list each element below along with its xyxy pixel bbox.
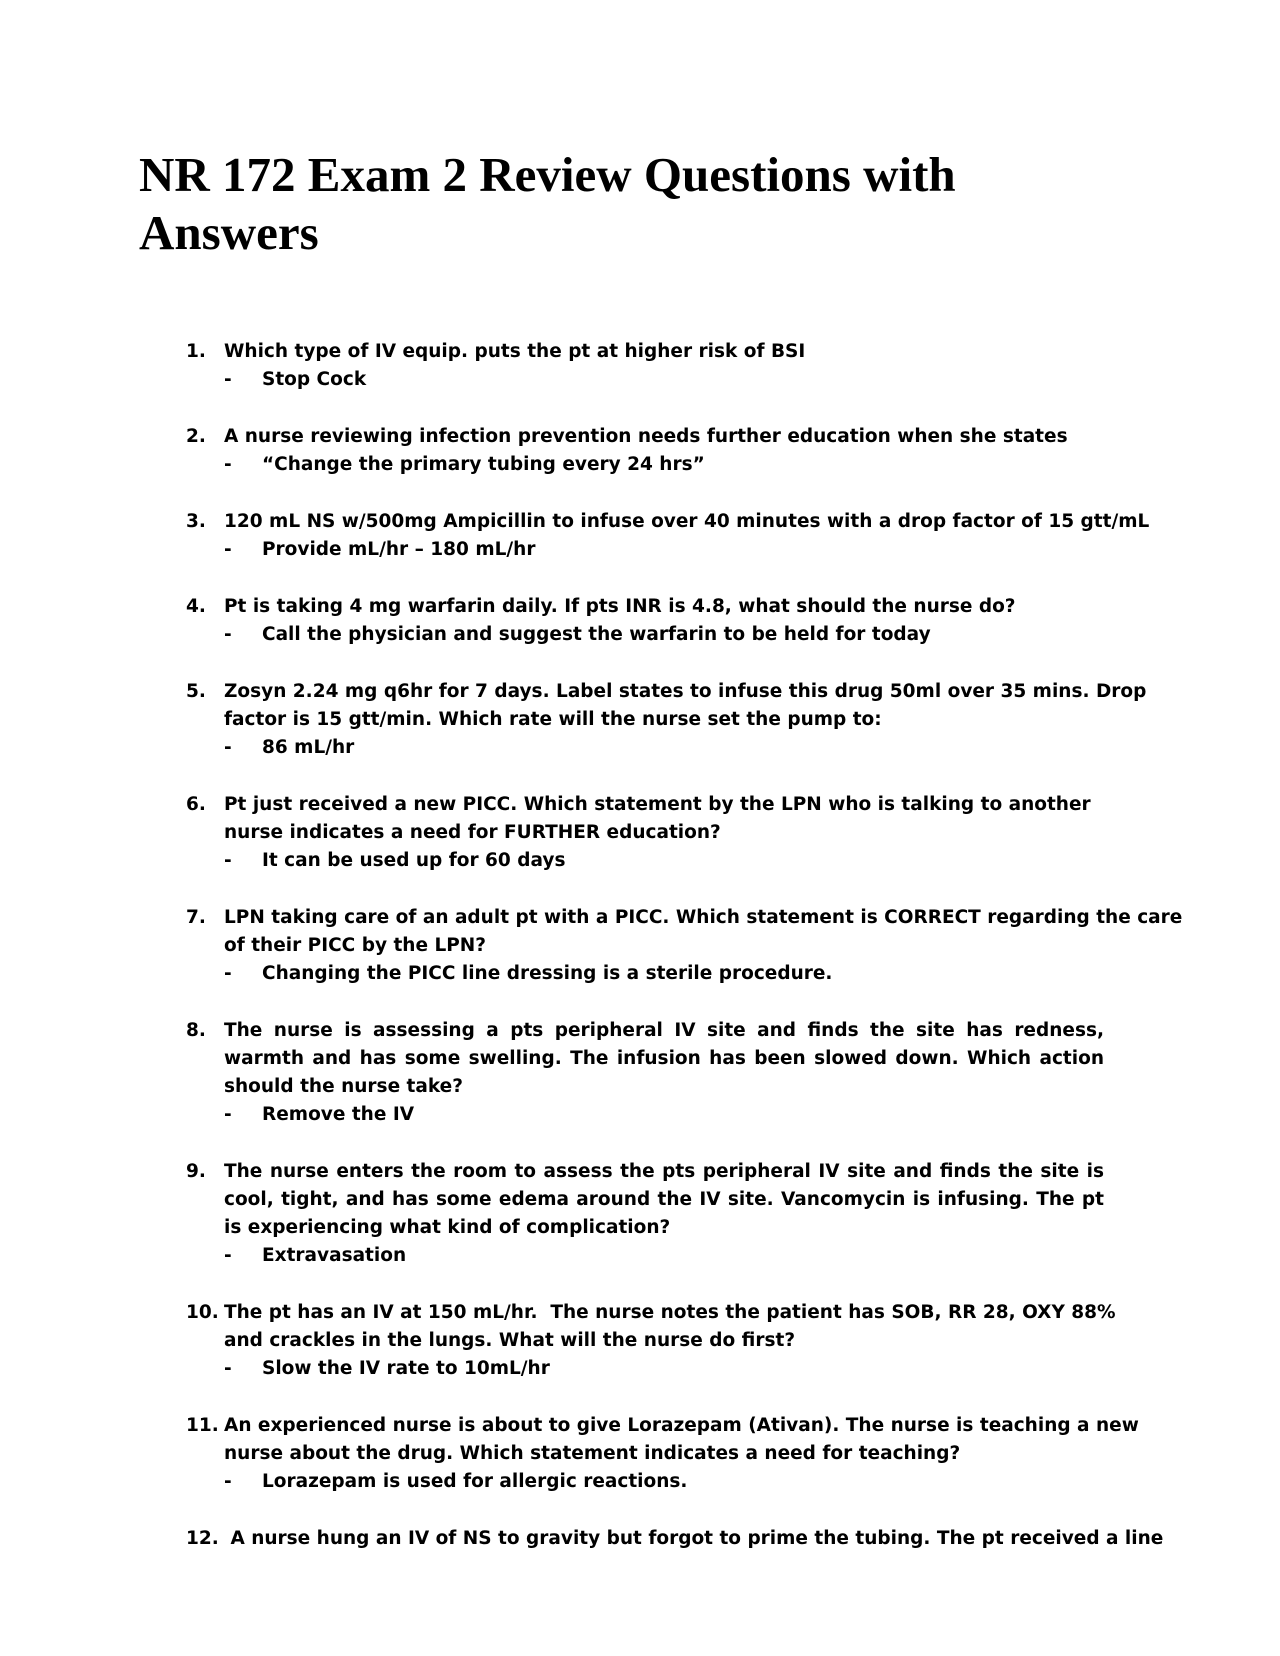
question-text: The nurse enters the room to assess the pts peripheral IV site and finds the site is cool, tight, and has some edema around the IV site. Vancomycin is infusing. The pt is experiencing what kind of complication? — [224, 1161, 1104, 1238]
answer-dash: - — [224, 1358, 232, 1379]
answer-dash: - — [224, 1245, 232, 1266]
answer-dash: - — [224, 1471, 232, 1492]
question-number: 9. — [186, 1161, 206, 1182]
answer-dash: - — [224, 1104, 232, 1125]
answer-text: Slow the IV rate to 10mL/hr — [262, 1358, 550, 1379]
question-number: 7. — [186, 907, 206, 928]
question-text: of their PICC by the LPN? — [224, 935, 487, 956]
answer-text: Provide mL/hr – 180 mL/hr — [262, 539, 536, 560]
answer-dash: - — [224, 963, 232, 984]
answer-text: “Change the primary tubing every 24 hrs” — [262, 454, 705, 475]
answer-text: Changing the PICC line dressing is a sterile procedure. — [262, 963, 833, 984]
question-text: and crackles in the lungs. What will the nurse do first? — [224, 1330, 796, 1351]
question-number: 3. — [186, 511, 206, 532]
question-text: nurse about the drug. Which statement indicates a need for teaching? — [224, 1443, 961, 1464]
answer-dash: - — [224, 737, 232, 758]
answer-text: Stop Cock — [262, 369, 367, 390]
answer-text: 86 mL/hr — [262, 737, 355, 758]
question-number: 4. — [186, 596, 206, 617]
question-text: Which type of IV equip. puts the pt at higher risk of BSI — [224, 341, 806, 362]
answer-dash: - — [224, 539, 232, 560]
question-number: 12. — [186, 1528, 219, 1549]
question-text: The pt has an IV at 150 mL/hr. The nurse notes the patient has SOB, RR 28, OXY 88% — [224, 1302, 1116, 1323]
question-text: Pt is taking 4 mg warfarin daily. If pts INR is 4.8, what should the nurse do? — [224, 596, 1016, 617]
answer-text: It can be used up for 60 days — [262, 850, 566, 871]
question-text: A nurse hung an IV of NS to gravity but forgot to prime the tubing. The pt received a line — [224, 1528, 1164, 1549]
question-number: 8. — [186, 1020, 206, 1041]
answer-dash: - — [224, 850, 232, 871]
question-text: Zosyn 2.24 mg q6hr for 7 days. Label states to infuse this drug 50ml over 35 mins. Drop — [224, 681, 1147, 702]
answer-text: Lorazepam is used for allergic reactions. — [262, 1471, 688, 1492]
question-number: 6. — [186, 794, 206, 815]
question-text: 120 mL NS w/500mg Ampicillin to infuse over 40 minutes with a drop factor of 15 gtt/mL — [224, 511, 1150, 532]
question-text: LPN taking care of an adult pt with a PICC. Which statement is CORRECT regarding the care — [224, 907, 1183, 928]
document-title: NR 172 Exam 2 Review Questions with Answers — [139, 147, 956, 260]
answer-dash: - — [224, 369, 232, 390]
question-number: 1. — [186, 341, 206, 362]
answer-text: Remove the IV — [262, 1104, 415, 1125]
question-number: 5. — [186, 681, 206, 702]
question-text: Pt just received a new PICC. Which statement by the LPN who is talking to another — [224, 794, 1091, 815]
question-number: 10. — [186, 1302, 219, 1323]
question-text: An experienced nurse is about to give Lorazepam (Ativan). The nurse is teaching a new — [224, 1415, 1139, 1436]
question-number: 2. — [186, 426, 206, 447]
answer-dash: - — [224, 454, 232, 475]
answer-dash: - — [224, 624, 232, 645]
question-text: A nurse reviewing infection prevention needs further education when she states — [224, 426, 1068, 447]
answer-text: Extravasation — [262, 1245, 407, 1266]
question-text: factor is 15 gtt/min. Which rate will the nurse set the pump to: — [224, 709, 882, 730]
question-number: 11. — [186, 1415, 219, 1436]
answer-text: Call the physician and suggest the warfarin to be held for today — [262, 624, 931, 645]
question-text: The nurse is assessing a pts peripheral IV site and finds the site has redness, warmth and has some swelling. The infusion has been slowed down. Which action should the nurse take? — [224, 1020, 1104, 1097]
question-text: nurse indicates a need for FURTHER education? — [224, 822, 721, 843]
